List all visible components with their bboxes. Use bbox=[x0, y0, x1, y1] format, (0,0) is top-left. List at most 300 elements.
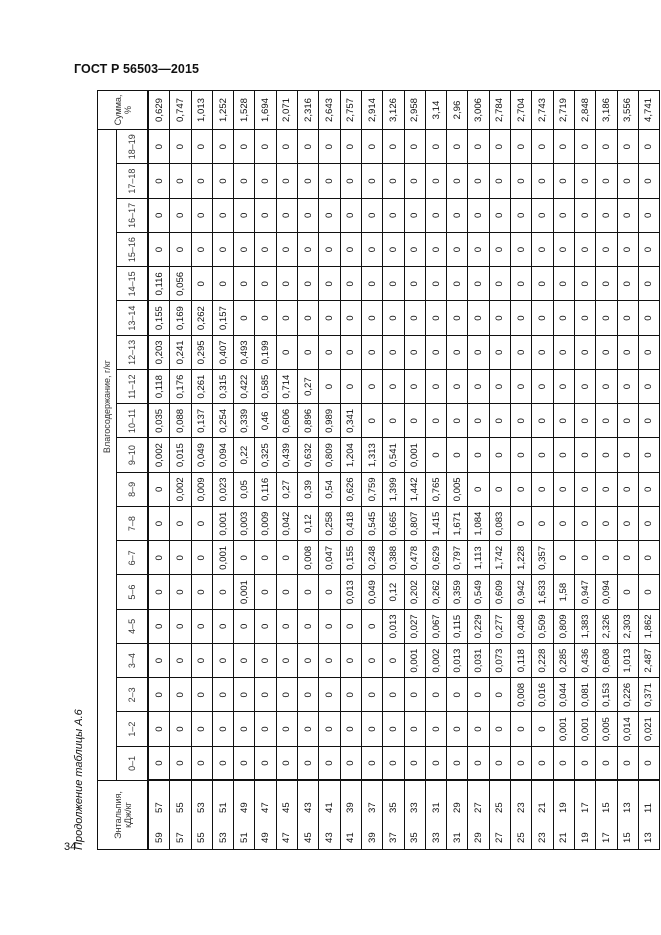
value-cell: 0 bbox=[617, 267, 638, 301]
value-cell: 0 bbox=[425, 198, 446, 232]
value-cell: 0 bbox=[532, 404, 553, 438]
value-cell: 0 bbox=[489, 472, 510, 506]
enthalpy-cell bbox=[212, 781, 233, 850]
sum-cell: 3,126 bbox=[383, 91, 404, 130]
value-cell: 0,005 bbox=[596, 712, 617, 746]
value-cell: 0,407 bbox=[212, 335, 233, 369]
sum-cell: 3,186 bbox=[596, 91, 617, 130]
sum-cell: 2,719 bbox=[553, 91, 574, 130]
value-cell: 0 bbox=[489, 198, 510, 232]
value-cell: 0,632 bbox=[298, 438, 319, 472]
value-cell: 0 bbox=[255, 198, 276, 232]
value-cell: 0 bbox=[255, 541, 276, 575]
value-cell: 0 bbox=[425, 712, 446, 746]
value-cell: 0 bbox=[447, 130, 468, 165]
value-cell: 0,478 bbox=[404, 541, 425, 575]
value-cell: 0,169 bbox=[170, 301, 191, 335]
value-cell: 0 bbox=[340, 301, 361, 335]
value-cell: 0 bbox=[383, 644, 404, 678]
page-number: 34 bbox=[64, 841, 77, 853]
value-cell: 0 bbox=[170, 233, 191, 267]
value-cell: 0 bbox=[596, 472, 617, 506]
column-header: 13–14 bbox=[117, 301, 149, 335]
value-cell: 0,047 bbox=[319, 541, 340, 575]
enthalpy-cell bbox=[255, 781, 276, 850]
value-cell: 0 bbox=[574, 438, 595, 472]
value-cell: 0,094 bbox=[212, 438, 233, 472]
enthalpy-from: 29 bbox=[473, 832, 485, 843]
enthalpy-from: 23 bbox=[536, 832, 548, 843]
enthalpy-cell bbox=[468, 781, 489, 850]
value-cell: 0,031 bbox=[468, 644, 489, 678]
value-cell: 0,001 bbox=[212, 541, 233, 575]
value-cell: 0,013 bbox=[383, 609, 404, 643]
value-cell: 0 bbox=[276, 541, 297, 575]
table-row bbox=[617, 91, 638, 850]
value-cell: 0,606 bbox=[276, 404, 297, 438]
value-cell: 0 bbox=[255, 301, 276, 335]
value-cell: 0 bbox=[361, 609, 382, 643]
value-cell: 0 bbox=[489, 164, 510, 198]
value-cell: 0 bbox=[234, 301, 255, 335]
table-row bbox=[234, 91, 255, 850]
value-cell: 0 bbox=[511, 370, 532, 404]
enthalpy-from: 39 bbox=[366, 832, 378, 843]
value-cell: 0 bbox=[383, 130, 404, 165]
value-cell: 0 bbox=[511, 335, 532, 369]
value-cell: 0 bbox=[638, 404, 659, 438]
value-cell: 0,439 bbox=[276, 438, 297, 472]
value-cell: 0 bbox=[234, 644, 255, 678]
value-cell: 0 bbox=[191, 198, 212, 232]
value-cell: 0 bbox=[383, 198, 404, 232]
value-cell: 0 bbox=[404, 712, 425, 746]
value-cell: 0 bbox=[148, 233, 170, 267]
value-cell: 0 bbox=[148, 198, 170, 232]
enthalpy-cell bbox=[489, 781, 510, 850]
value-cell: 0 bbox=[340, 164, 361, 198]
value-cell: 0,629 bbox=[425, 541, 446, 575]
value-cell: 0 bbox=[468, 198, 489, 232]
value-cell: 0 bbox=[425, 438, 446, 472]
value-cell: 0 bbox=[511, 164, 532, 198]
value-cell: 0 bbox=[191, 575, 212, 609]
value-cell: 0 bbox=[319, 644, 340, 678]
enthalpy-to: 45 bbox=[281, 802, 293, 813]
value-cell: 0 bbox=[298, 644, 319, 678]
value-cell: 0,541 bbox=[383, 438, 404, 472]
column-header: 16–17 bbox=[117, 198, 149, 232]
value-cell: 0,947 bbox=[574, 575, 595, 609]
value-cell: 0 bbox=[489, 746, 510, 780]
value-cell: 0 bbox=[468, 233, 489, 267]
value-cell: 0 bbox=[532, 164, 553, 198]
value-cell: 0 bbox=[340, 130, 361, 165]
value-cell: 0 bbox=[404, 233, 425, 267]
column-header: 5–6 bbox=[117, 575, 149, 609]
value-cell: 0 bbox=[489, 130, 510, 165]
sum-cell: 2,784 bbox=[489, 91, 510, 130]
value-cell: 0 bbox=[447, 267, 468, 301]
value-cell: 0 bbox=[255, 746, 276, 780]
value-cell: 0,254 bbox=[212, 404, 233, 438]
value-cell: 0,609 bbox=[489, 575, 510, 609]
value-cell: 0,422 bbox=[234, 370, 255, 404]
value-cell: 0,023 bbox=[212, 472, 233, 506]
value-cell: 0 bbox=[425, 404, 446, 438]
enthalpy-cell bbox=[319, 781, 340, 850]
sum-cell: 0,629 bbox=[148, 91, 170, 130]
value-cell: 1,633 bbox=[532, 575, 553, 609]
enthalpy-from: 53 bbox=[217, 832, 229, 843]
value-cell: 0,807 bbox=[404, 507, 425, 541]
value-cell: 0 bbox=[404, 335, 425, 369]
value-cell: 0 bbox=[212, 609, 233, 643]
column-header: 4–5 bbox=[117, 609, 149, 643]
enthalpy-from: 19 bbox=[579, 832, 591, 843]
value-cell: 0 bbox=[511, 233, 532, 267]
value-cell: 0 bbox=[170, 678, 191, 712]
table-row bbox=[553, 91, 574, 850]
value-cell: 0 bbox=[234, 609, 255, 643]
enthalpy-cell bbox=[404, 781, 425, 850]
value-cell: 0 bbox=[212, 575, 233, 609]
value-cell: 0 bbox=[596, 130, 617, 165]
value-cell: 0 bbox=[511, 712, 532, 746]
enthalpy-to: 57 bbox=[153, 802, 165, 813]
value-cell: 1,742 bbox=[489, 541, 510, 575]
sum-cell: 2,914 bbox=[361, 91, 382, 130]
value-cell: 0 bbox=[425, 746, 446, 780]
column-header: 17–18 bbox=[117, 164, 149, 198]
value-cell: 0 bbox=[553, 198, 574, 232]
value-cell: 0 bbox=[596, 370, 617, 404]
enthalpy-from: 37 bbox=[387, 832, 399, 843]
value-cell: 0,014 bbox=[617, 712, 638, 746]
value-cell: 0,116 bbox=[255, 472, 276, 506]
value-cell: 0 bbox=[553, 130, 574, 165]
value-cell: 0 bbox=[617, 335, 638, 369]
value-cell: 0 bbox=[511, 267, 532, 301]
enthalpy-to: 49 bbox=[238, 802, 250, 813]
value-cell: 0,008 bbox=[298, 541, 319, 575]
value-cell: 0 bbox=[191, 164, 212, 198]
sum-cell: 1,694 bbox=[255, 91, 276, 130]
value-cell: 0 bbox=[532, 438, 553, 472]
enthalpy-cell bbox=[532, 781, 553, 850]
value-cell: 0 bbox=[191, 130, 212, 165]
value-cell: 0 bbox=[319, 335, 340, 369]
enthalpy-cell bbox=[511, 781, 532, 850]
value-cell: 0 bbox=[447, 335, 468, 369]
enthalpy-to: 51 bbox=[217, 802, 229, 813]
value-cell: 0,081 bbox=[574, 678, 595, 712]
value-cell: 0 bbox=[468, 404, 489, 438]
value-cell: 0 bbox=[447, 370, 468, 404]
value-cell: 0 bbox=[553, 301, 574, 335]
value-cell: 0,118 bbox=[148, 370, 170, 404]
enthalpy-to: 53 bbox=[196, 802, 208, 813]
enthalpy-to: 25 bbox=[494, 802, 506, 813]
value-cell: 0 bbox=[638, 575, 659, 609]
value-cell: 0 bbox=[532, 370, 553, 404]
value-cell: 0 bbox=[276, 712, 297, 746]
value-cell: 0,258 bbox=[319, 507, 340, 541]
value-cell: 0 bbox=[234, 130, 255, 165]
value-cell: 0 bbox=[361, 404, 382, 438]
value-cell: 0 bbox=[468, 678, 489, 712]
table-row bbox=[170, 91, 191, 850]
enthalpy-cell bbox=[298, 781, 319, 850]
value-cell: 0 bbox=[468, 370, 489, 404]
value-cell: 0 bbox=[212, 746, 233, 780]
value-cell: 0 bbox=[532, 335, 553, 369]
enthalpy-to: 27 bbox=[473, 802, 485, 813]
value-cell: 0 bbox=[319, 164, 340, 198]
value-cell: 0 bbox=[234, 198, 255, 232]
enthalpy-to: 47 bbox=[260, 802, 272, 813]
value-cell: 0,021 bbox=[638, 712, 659, 746]
enthalpy-to: 29 bbox=[451, 802, 463, 813]
value-cell: 0 bbox=[340, 267, 361, 301]
value-cell: 0 bbox=[404, 301, 425, 335]
value-cell: 0 bbox=[511, 507, 532, 541]
value-cell: 0 bbox=[553, 472, 574, 506]
sum-cell: 1,013 bbox=[191, 91, 212, 130]
value-cell: 0,545 bbox=[361, 507, 382, 541]
value-cell: 0,015 bbox=[170, 438, 191, 472]
value-cell: 0 bbox=[404, 267, 425, 301]
value-cell: 0,27 bbox=[276, 472, 297, 506]
value-cell: 0 bbox=[553, 746, 574, 780]
sum-cell: 2,848 bbox=[574, 91, 595, 130]
sum-header: Сумма, % bbox=[98, 91, 149, 130]
value-cell: 0,436 bbox=[574, 644, 595, 678]
value-cell: 0 bbox=[255, 575, 276, 609]
value-cell: 0 bbox=[276, 575, 297, 609]
value-cell: 0 bbox=[468, 712, 489, 746]
column-header: 7–8 bbox=[117, 507, 149, 541]
value-cell: 0 bbox=[170, 130, 191, 165]
value-cell: 0,388 bbox=[383, 541, 404, 575]
value-cell: 0 bbox=[212, 164, 233, 198]
enthalpy-from: 55 bbox=[196, 832, 208, 843]
value-cell: 0 bbox=[340, 746, 361, 780]
enthalpy-cell bbox=[234, 781, 255, 850]
value-cell: 0 bbox=[553, 507, 574, 541]
enthalpy-to: 43 bbox=[302, 802, 314, 813]
value-cell: 0 bbox=[425, 233, 446, 267]
value-cell: 0 bbox=[425, 370, 446, 404]
value-cell: 0,359 bbox=[447, 575, 468, 609]
table-row bbox=[468, 91, 489, 850]
value-cell: 0,341 bbox=[340, 404, 361, 438]
enthalpy-to: 21 bbox=[536, 802, 548, 813]
value-cell: 0 bbox=[553, 404, 574, 438]
value-cell: 0 bbox=[574, 267, 595, 301]
enthalpy-to: 39 bbox=[345, 802, 357, 813]
value-cell: 0 bbox=[255, 678, 276, 712]
value-cell: 0 bbox=[574, 746, 595, 780]
value-cell: 0,809 bbox=[319, 438, 340, 472]
value-cell: 0 bbox=[255, 233, 276, 267]
value-cell: 0,315 bbox=[212, 370, 233, 404]
enthalpy-cell bbox=[361, 781, 382, 850]
value-cell: 0 bbox=[191, 678, 212, 712]
value-cell: 0 bbox=[553, 541, 574, 575]
enthalpy-cell bbox=[148, 781, 170, 850]
value-cell: 0 bbox=[255, 644, 276, 678]
value-cell: 0,339 bbox=[234, 404, 255, 438]
value-cell: 0 bbox=[574, 404, 595, 438]
value-cell: 0,27 bbox=[298, 370, 319, 404]
sum-cell: 2,071 bbox=[276, 91, 297, 130]
enthalpy-from: 45 bbox=[302, 832, 314, 843]
column-header: 18–19 bbox=[117, 130, 149, 165]
value-cell: 0 bbox=[191, 233, 212, 267]
value-cell: 0 bbox=[532, 301, 553, 335]
value-cell: 0 bbox=[553, 267, 574, 301]
value-cell: 0,585 bbox=[255, 370, 276, 404]
column-header: 12–13 bbox=[117, 335, 149, 369]
value-cell: 0 bbox=[532, 233, 553, 267]
value-cell: 0 bbox=[638, 198, 659, 232]
value-cell: 0 bbox=[319, 712, 340, 746]
value-cell: 0 bbox=[298, 712, 319, 746]
value-cell: 0 bbox=[298, 267, 319, 301]
value-cell: 0,942 bbox=[511, 575, 532, 609]
column-header: 14–15 bbox=[117, 267, 149, 301]
value-cell: 0 bbox=[340, 678, 361, 712]
value-cell: 0 bbox=[574, 335, 595, 369]
value-cell: 0 bbox=[298, 609, 319, 643]
enthalpy-to: 41 bbox=[324, 802, 336, 813]
value-cell: 0,118 bbox=[511, 644, 532, 678]
value-cell: 0 bbox=[638, 438, 659, 472]
table-body bbox=[148, 91, 660, 850]
value-cell: 0 bbox=[319, 267, 340, 301]
value-cell: 0 bbox=[468, 301, 489, 335]
value-cell: 0,22 bbox=[234, 438, 255, 472]
value-cell: 0 bbox=[553, 370, 574, 404]
value-cell: 0 bbox=[511, 198, 532, 232]
value-cell: 0 bbox=[255, 130, 276, 165]
value-cell: 0 bbox=[319, 678, 340, 712]
value-cell: 0,665 bbox=[383, 507, 404, 541]
value-cell: 0 bbox=[170, 712, 191, 746]
value-cell: 0,226 bbox=[617, 678, 638, 712]
value-cell: 0,044 bbox=[553, 678, 574, 712]
value-cell: 0 bbox=[638, 541, 659, 575]
table-row bbox=[255, 91, 276, 850]
value-cell: 0 bbox=[361, 370, 382, 404]
value-cell: 1,013 bbox=[617, 644, 638, 678]
value-cell: 0,049 bbox=[191, 438, 212, 472]
value-cell: 0 bbox=[638, 746, 659, 780]
value-cell: 0 bbox=[361, 233, 382, 267]
value-cell: 0,295 bbox=[191, 335, 212, 369]
value-cell: 0 bbox=[617, 198, 638, 232]
value-cell: 0 bbox=[148, 507, 170, 541]
value-cell: 0 bbox=[276, 267, 297, 301]
value-cell: 0 bbox=[447, 712, 468, 746]
value-cell: 0 bbox=[511, 301, 532, 335]
enthalpy-to: 37 bbox=[366, 802, 378, 813]
value-cell: 0,05 bbox=[234, 472, 255, 506]
value-cell: 0,003 bbox=[234, 507, 255, 541]
value-cell: 0 bbox=[340, 233, 361, 267]
value-cell: 0 bbox=[489, 335, 510, 369]
enthalpy-cell bbox=[340, 781, 361, 850]
rotated-table-container bbox=[73, 90, 655, 850]
sum-cell: 3,14 bbox=[425, 91, 446, 130]
table-row bbox=[425, 91, 446, 850]
enthalpy-from: 21 bbox=[558, 832, 570, 843]
value-cell: 0 bbox=[596, 507, 617, 541]
value-cell: 0 bbox=[319, 301, 340, 335]
value-cell: 1,228 bbox=[511, 541, 532, 575]
value-cell: 0 bbox=[489, 678, 510, 712]
table-row bbox=[191, 91, 212, 850]
value-cell: 0 bbox=[212, 233, 233, 267]
value-cell: 0,228 bbox=[532, 644, 553, 678]
value-cell: 0,027 bbox=[404, 609, 425, 643]
value-cell: 1,313 bbox=[361, 438, 382, 472]
enthalpy-to: 17 bbox=[579, 802, 591, 813]
sum-cell: 3,556 bbox=[617, 91, 638, 130]
value-cell: 0 bbox=[170, 609, 191, 643]
value-cell: 0 bbox=[383, 746, 404, 780]
value-cell: 0 bbox=[298, 233, 319, 267]
value-cell: 0 bbox=[468, 472, 489, 506]
value-cell: 0 bbox=[191, 746, 212, 780]
value-cell: 0,418 bbox=[340, 507, 361, 541]
value-cell: 0,46 bbox=[255, 404, 276, 438]
value-cell: 0 bbox=[617, 233, 638, 267]
value-cell: 0 bbox=[361, 712, 382, 746]
enthalpy-from: 15 bbox=[622, 832, 634, 843]
value-cell: 0 bbox=[298, 335, 319, 369]
value-cell: 0 bbox=[553, 233, 574, 267]
value-cell: 0 bbox=[617, 301, 638, 335]
enthalpy-cell bbox=[276, 781, 297, 850]
value-cell: 0 bbox=[298, 575, 319, 609]
column-header: 15–16 bbox=[117, 233, 149, 267]
value-cell: 0 bbox=[532, 712, 553, 746]
value-cell: 0,262 bbox=[425, 575, 446, 609]
value-cell: 0 bbox=[298, 198, 319, 232]
value-cell: 1,671 bbox=[447, 507, 468, 541]
value-cell: 0 bbox=[511, 472, 532, 506]
value-cell: 0,509 bbox=[532, 609, 553, 643]
value-cell: 0 bbox=[489, 233, 510, 267]
value-cell: 0 bbox=[212, 712, 233, 746]
value-cell: 0 bbox=[638, 507, 659, 541]
value-cell: 0,009 bbox=[255, 507, 276, 541]
value-cell: 0 bbox=[574, 233, 595, 267]
value-cell: 0 bbox=[468, 164, 489, 198]
value-cell: 0 bbox=[191, 507, 212, 541]
value-cell: 0 bbox=[404, 164, 425, 198]
value-cell: 0,005 bbox=[447, 472, 468, 506]
enthalpy-from: 35 bbox=[409, 832, 421, 843]
value-cell: 0 bbox=[255, 267, 276, 301]
value-cell: 0,013 bbox=[340, 575, 361, 609]
value-cell: 0 bbox=[298, 164, 319, 198]
column-header-row bbox=[117, 91, 149, 850]
value-cell: 0 bbox=[319, 575, 340, 609]
value-cell: 0 bbox=[617, 370, 638, 404]
